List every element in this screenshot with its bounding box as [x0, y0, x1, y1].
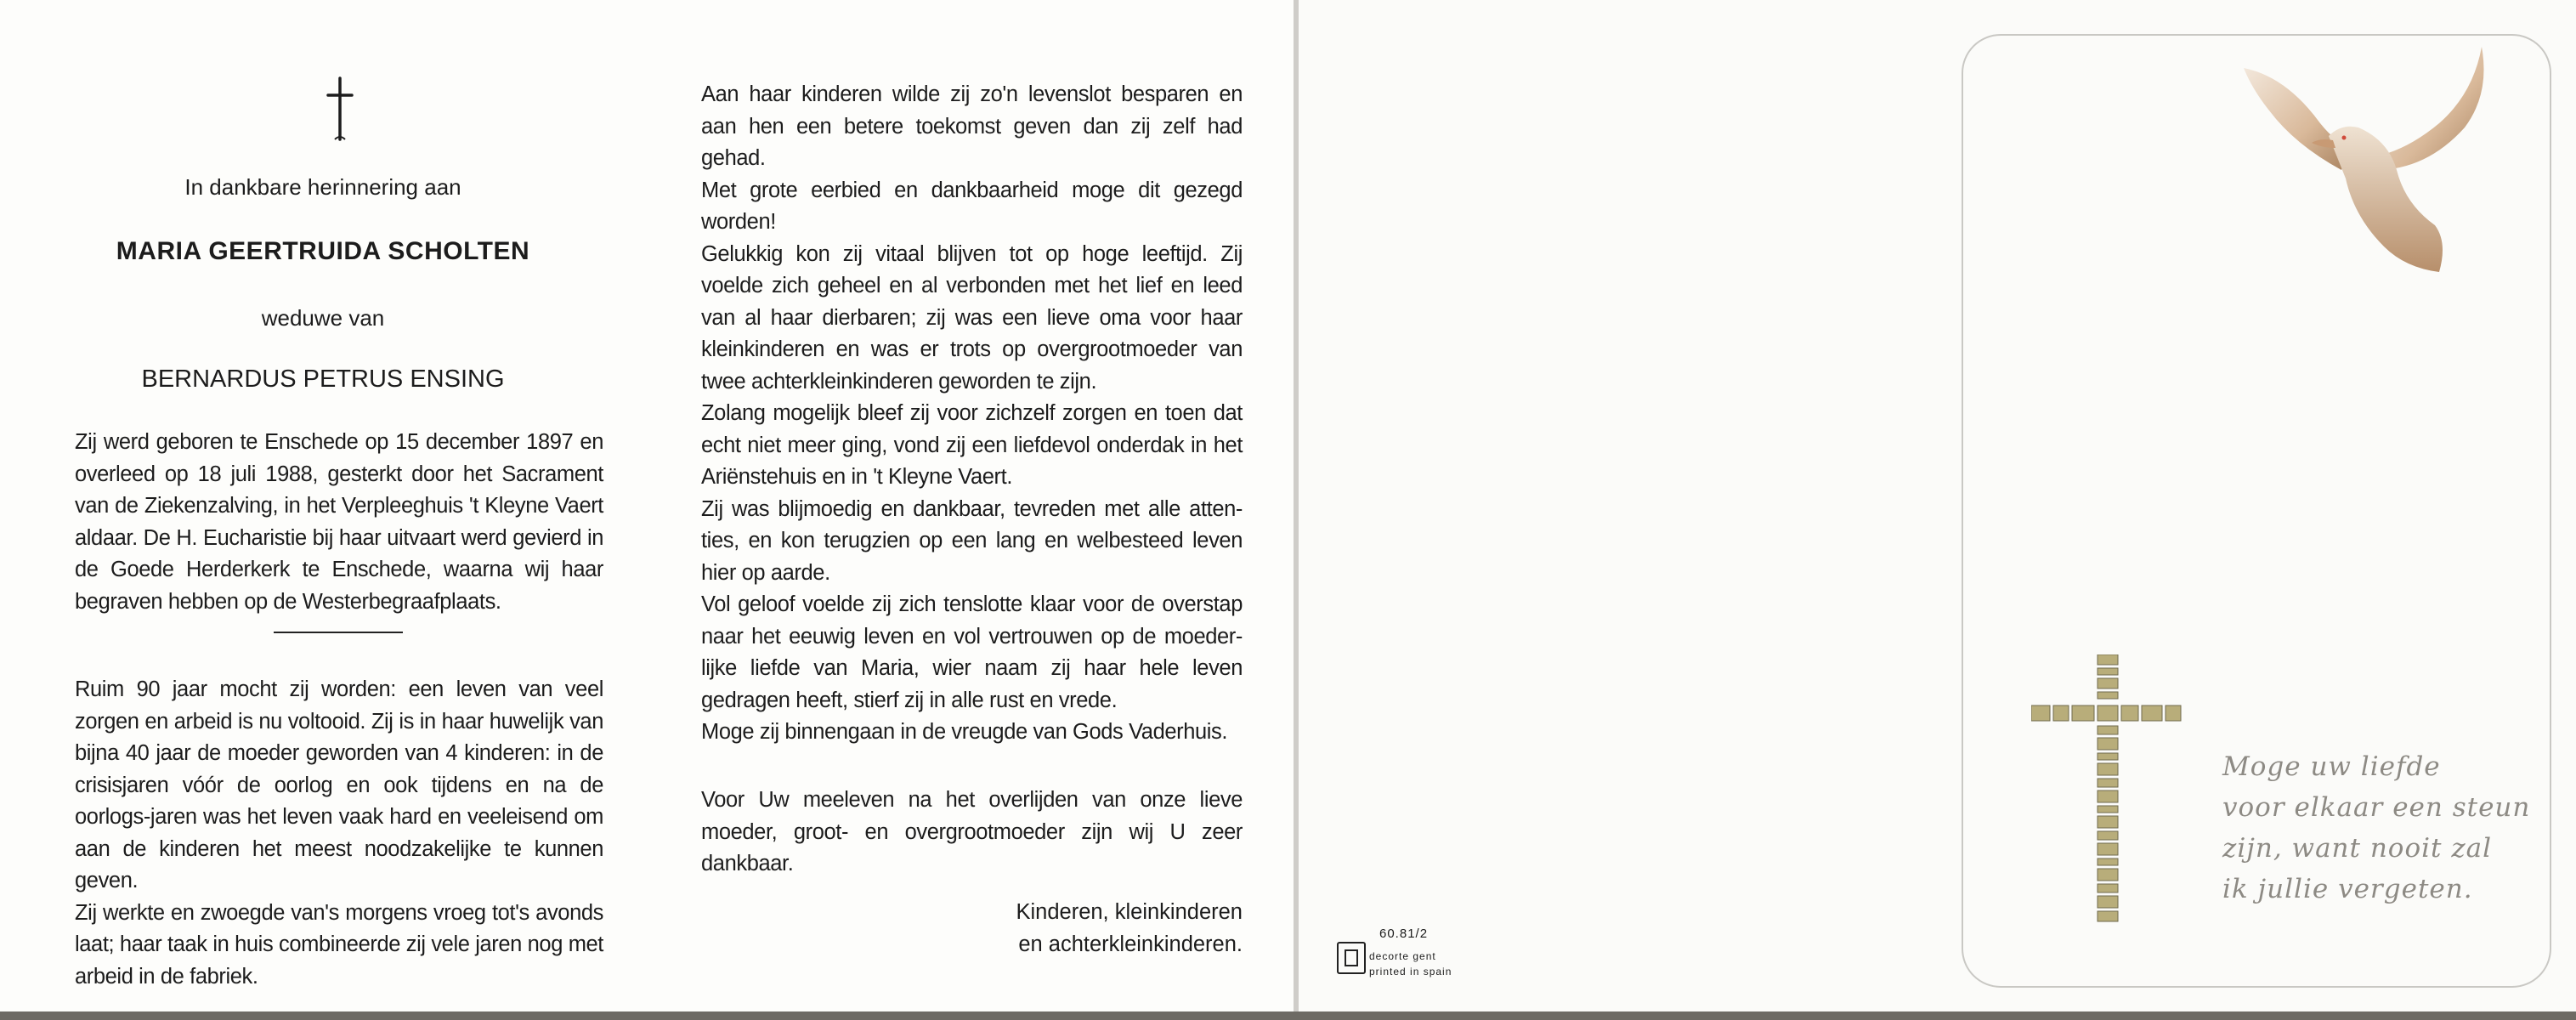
- thanks-paragraph: [701, 785, 1243, 881]
- life-text-2: Zij werkte en zwoegde van's morgens vroeg tot's avonds laat; haar taak in huis combineerde zij vele jaren nog met arbeid in de fabriek.: [75, 900, 603, 989]
- intro-text: In dankbare herinnering aan: [184, 174, 461, 200]
- card-page-3: [1299, 0, 1938, 1013]
- cross-icon: [314, 75, 365, 143]
- bio-text: Zij werd geboren te Enschede op 15 december 1897 en overleed op 18 juli 1988, gesterkt door het Sacrament van de Ziekenzalving, in het Verpleeghuis 't Kleyne Vaert aldaar. De H. Eucharistie bij haar uitvaart werd gevierd in de Goede Herderkerk te Enschede, waarna wij haar begraven hebben op de Westerbegraafplaats.: [75, 430, 603, 614]
- gold-cross-icon: [2031, 654, 2184, 926]
- widow-of-text: weduwe van: [261, 305, 385, 331]
- tribute-p2: Met grote eerbied en dankbaarheid moge dit gezegd worden!: [701, 178, 1243, 234]
- printer-logo-icon: [1337, 942, 1366, 974]
- tribute-p5: Zij was blijmoedig en dankbaar, tevreden met alle atten-ties, en kon terugzien op een lang en welbesteed leven hier op aarde.: [701, 496, 1243, 585]
- signature-line-1: Kinderen, kleinkinderen: [1016, 900, 1243, 924]
- tribute-p4: Zolang mogelijk bleef zij voor zichzelf zorgen en toen dat echt niet meer ging, vond zij een liefdevol onderdak in het Ariënstehuis en in 't Kleyne Vaert.: [701, 401, 1243, 489]
- card-page-4: [1938, 0, 2576, 1013]
- thanks-text: Voor Uw meeleven na het overlijden van onze lieve moeder, groot- en overgrootmoeder zijn wij U zeer dankbaar.: [701, 788, 1243, 876]
- tribute-p6: Vol geloof voelde zij zich tenslotte klaar voor de overstap naar het eeuwig leven en vol vertrouwen op de moeder-lijke liefde van Maria, wier naam zij haar hele leven gedragen heeft, stierf zij in alle rust en vrede.: [701, 592, 1243, 712]
- deceased-name: MARIA GEERTRUIDA SCHOLTEN: [116, 237, 530, 265]
- card-page-1: [0, 0, 646, 1013]
- tribute-p7: Moge zij binnengaan in de vreugde van Gods Vaderhuis.: [701, 720, 1228, 744]
- tribute-p3: Gelukkig kon zij vitaal blijven tot op hoge leeftijd. Zij voelde zich geheel en al verbonden met het lief en leed van al haar dierbaren; zij was een lieve oma voor haar kleinkinderen en was er trots op overgrootmoeder van twee achterkleinkinderen geworden te zijn.: [701, 241, 1243, 394]
- product-code: 60.81/2: [1379, 926, 1429, 941]
- divider-line: [274, 632, 403, 633]
- card-page-2: [646, 0, 1294, 1013]
- verse-line-3: zijn, want nooit zal: [2222, 833, 2493, 864]
- page-edge-shadow: [0, 1012, 2576, 1020]
- verse-line-1: Moge uw liefde: [2222, 751, 2441, 782]
- tribute-paragraphs: [701, 79, 1243, 749]
- printer-imprint: [1337, 926, 1558, 994]
- verse-line-4: ik jullie vergeten.: [2222, 874, 2473, 904]
- signature: [701, 897, 1243, 960]
- cover-verse: [2222, 746, 2531, 910]
- signature-line-2: en achterkleinkinderen.: [1018, 932, 1243, 956]
- printer-country: printed in spain: [1369, 966, 1452, 978]
- tribute-p1: Aan haar kinderen wilde zij zo'n levenslot besparen en aan hen een betere toekomst geven dan zij zelf had gehad.: [701, 82, 1243, 170]
- life-paragraph: [75, 674, 603, 993]
- biography-paragraph: [75, 427, 603, 618]
- printer-name: decorte gent: [1369, 950, 1436, 962]
- life-text-1: Ruim 90 jaar mocht zij worden: een leven van veel zorgen en arbeid is nu voltooid. Zij is in haar huwelijk van bijna 40 jaar de moeder geworden van 4 kinderen: in de crisisjaren vóór de oorlog en ook tijdens en na de oorlogs-jaren was het leven vaak hard en veeleisend om aan de kinderen het meest noodzakelijke te kunnen geven.: [75, 677, 603, 892]
- husband-name: BERNARDUS PETRUS ENSING: [141, 366, 505, 393]
- dove-icon: [2193, 42, 2516, 298]
- verse-line-2: voor elkaar een steun: [2222, 792, 2531, 823]
